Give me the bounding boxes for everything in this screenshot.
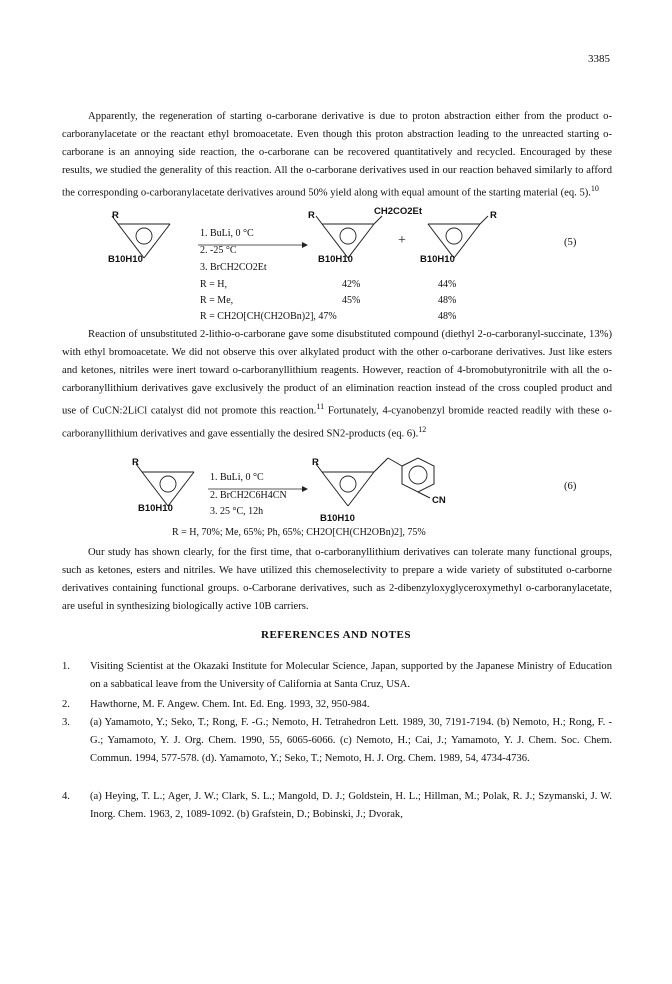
yield-row-2-recovered: 48%: [438, 295, 457, 306]
b10h10-label-5: B10H10: [320, 513, 355, 524]
yield-row-2-label: R = Me,: [200, 295, 234, 306]
reference-4: [62, 788, 612, 824]
reference-3-number: 3.: [62, 717, 70, 728]
yield-row-1-recovered: 44%: [438, 279, 457, 290]
ch2co2et-label: CH2CO2Et: [374, 206, 423, 217]
carborane-cage-product: [312, 214, 392, 274]
b10h10-label-1: B10H10: [108, 254, 143, 265]
paragraph-3-text: Our study has shown clearly, for the first time, that o-carboranyllithium derivatives can tolerate many functional groups, such as ketones, esters and nitriles. We have utilized this chemoselectivity to prepare a wide variety of substituted o-carborne derivatives containing functional groups. o-Carborane derivatives, such as 2-dibenzyloxyglyceroxymethyl o-carboranylacetate, are useful in synthesizing biologically active 10B carriers.: [62, 547, 612, 612]
reference-3-text: (a) Yamamoto, Y.; Seko, T.; Rong, F. -G.; Nemoto, H. Tetrahedron Lett. 1989, 30, 7191-7194. (b) Nemoto, H.; Rong, F. -G.; Yamamoto, Y. J. Org. Chem. 1990, 55, 6065-6066. (c) Nemoto, H.; Cai, J.; Yamamoto, Y. J. Chem. Soc. Chem. Commun. 1994, 577-578. (d). Yamamoto, Y.; Seko, T.; Nemoto, H. J. Org. Chem. 1989, 54, 4734-4736.: [90, 717, 612, 764]
reference-1-text: Visiting Scientist at the Okazaki Institute for Molecular Science, Japan, supported by the Japanese Ministry of Education on a sabbatical leave from the University of California at Santa Cruz, USA.: [90, 661, 612, 690]
reference-4-number: 4.: [62, 791, 70, 802]
reference-2-text: Hawthorne, M. F. Angew. Chem. Int. Ed. Eng. 1993, 32, 950-984.: [90, 699, 370, 710]
citation-10: 10: [590, 184, 599, 193]
page-number: 3385: [588, 53, 610, 65]
eq6-step-1: 1. BuLi, 0 °C: [210, 472, 264, 483]
equation-number-6: (6): [564, 481, 577, 492]
cyanobenzyl-product: [312, 452, 462, 522]
b10h10-label-2: B10H10: [318, 254, 353, 265]
eq5-step-1: 1. BuLi, 0 °C: [200, 228, 254, 239]
r-label-3: R: [490, 210, 497, 221]
r-label-2: R: [308, 210, 315, 221]
r-label-5: R: [312, 457, 319, 468]
yield-row-1-label: R = H,: [200, 279, 228, 290]
citation-11: 11: [316, 402, 325, 411]
reference-4-text: (a) Heying, T. L.; Ager, J. W.; Clark, S. L.; Mangold, D. J.; Goldstein, H. L.; Hillman, M.; Polak, R. J.; Szymanski, J. W. Inorg. Chem. 1963, 2, 1089-1092. (b) Grafstein, D.; Bobinski, J.; Dvorak,: [90, 791, 612, 820]
reference-1: [62, 658, 612, 694]
paragraph-2: [62, 326, 612, 443]
plus-sign: +: [398, 233, 406, 248]
carborane-cage-recovered: [418, 214, 498, 274]
eq5-step-3: 3. BrCH2CO2Et: [200, 262, 267, 273]
paragraph-2-text: Reaction of unsubstituted 2-lithio-o-carborane gave some disubstituted compound (diethyl 2-o-carboranyl-succinate, 13%) with ethyl bromoacetate. We did not observe this over alkylated product with the other o-carborane derivatives. Just like esters and ketones, nitriles were inert toward o-carboranyllithium reagents. However, reaction of 4-bromobutyronitrile with all the o-carboranyllithium derivatives gave exclusively the product of an elimination reaction instead of the cross coupled product and use of CuCN:2LiCl catalyst did not promote this reaction.: [62, 329, 612, 417]
reference-2: [62, 696, 612, 714]
yield-row-3-label: R = CH2O[CH(CH2OBn)2], 47%: [200, 311, 337, 322]
reference-1-number: 1.: [62, 661, 70, 672]
b10h10-label-4: B10H10: [138, 503, 173, 514]
yield-row-3-recovered: 48%: [438, 311, 457, 322]
reference-2-number: 2.: [62, 699, 70, 710]
paragraph-1: [62, 108, 612, 203]
eq6-step-3: 3. 25 °C, 12h: [210, 506, 264, 517]
carborane-cage-reactant: [108, 214, 188, 274]
citation-12: 12: [418, 424, 427, 434]
r-label-4: R: [132, 457, 139, 468]
eq6-step-2: 2. BrCH2C6H4CN: [210, 490, 287, 501]
r-label-1: R: [112, 210, 119, 221]
cn-label: CN: [432, 495, 446, 506]
paragraph-1-text: Apparently, the regeneration of starting o-carborane derivative is due to proton abstraction either from the product o-carboranylacetate or the reactant ethyl bromoacetate. Even though this proton abstraction leading to the unreacted starting o-carborane is an annoying side reaction, the o-carborane can be recovered quantitatively and recycled. Encouraged by these results, we studied the generality of this reaction. All the o-carborane derivatives used in our reaction behaved similarly to afford the corresponding o-carboranylacetate derivatives around 50% yield along with equal amount of the starting material (eq. 5).: [62, 111, 612, 199]
equation-number-5: (5): [564, 237, 577, 248]
yield-row-1-product: 42%: [342, 279, 361, 290]
reference-3: [62, 714, 612, 768]
eq6-yields: R = H, 70%; Me, 65%; Ph, 65%; CH2O[CH(CH2OBn)2], 75%: [172, 527, 426, 538]
b10h10-label-3: B10H10: [420, 254, 455, 265]
yield-row-2-product: 45%: [342, 295, 361, 306]
paragraph-2-tail: Fortunately, 4-cyanobenzyl bromide reacted readily with these o-carboranyllithium derivatives and gave essentially the desired SN2-products (eq. 6).: [62, 405, 612, 440]
references-heading: REFERENCES AND NOTES: [261, 629, 411, 641]
paragraph-3: [62, 544, 612, 616]
eq5-step-2: 2. -25 °C: [200, 245, 237, 256]
